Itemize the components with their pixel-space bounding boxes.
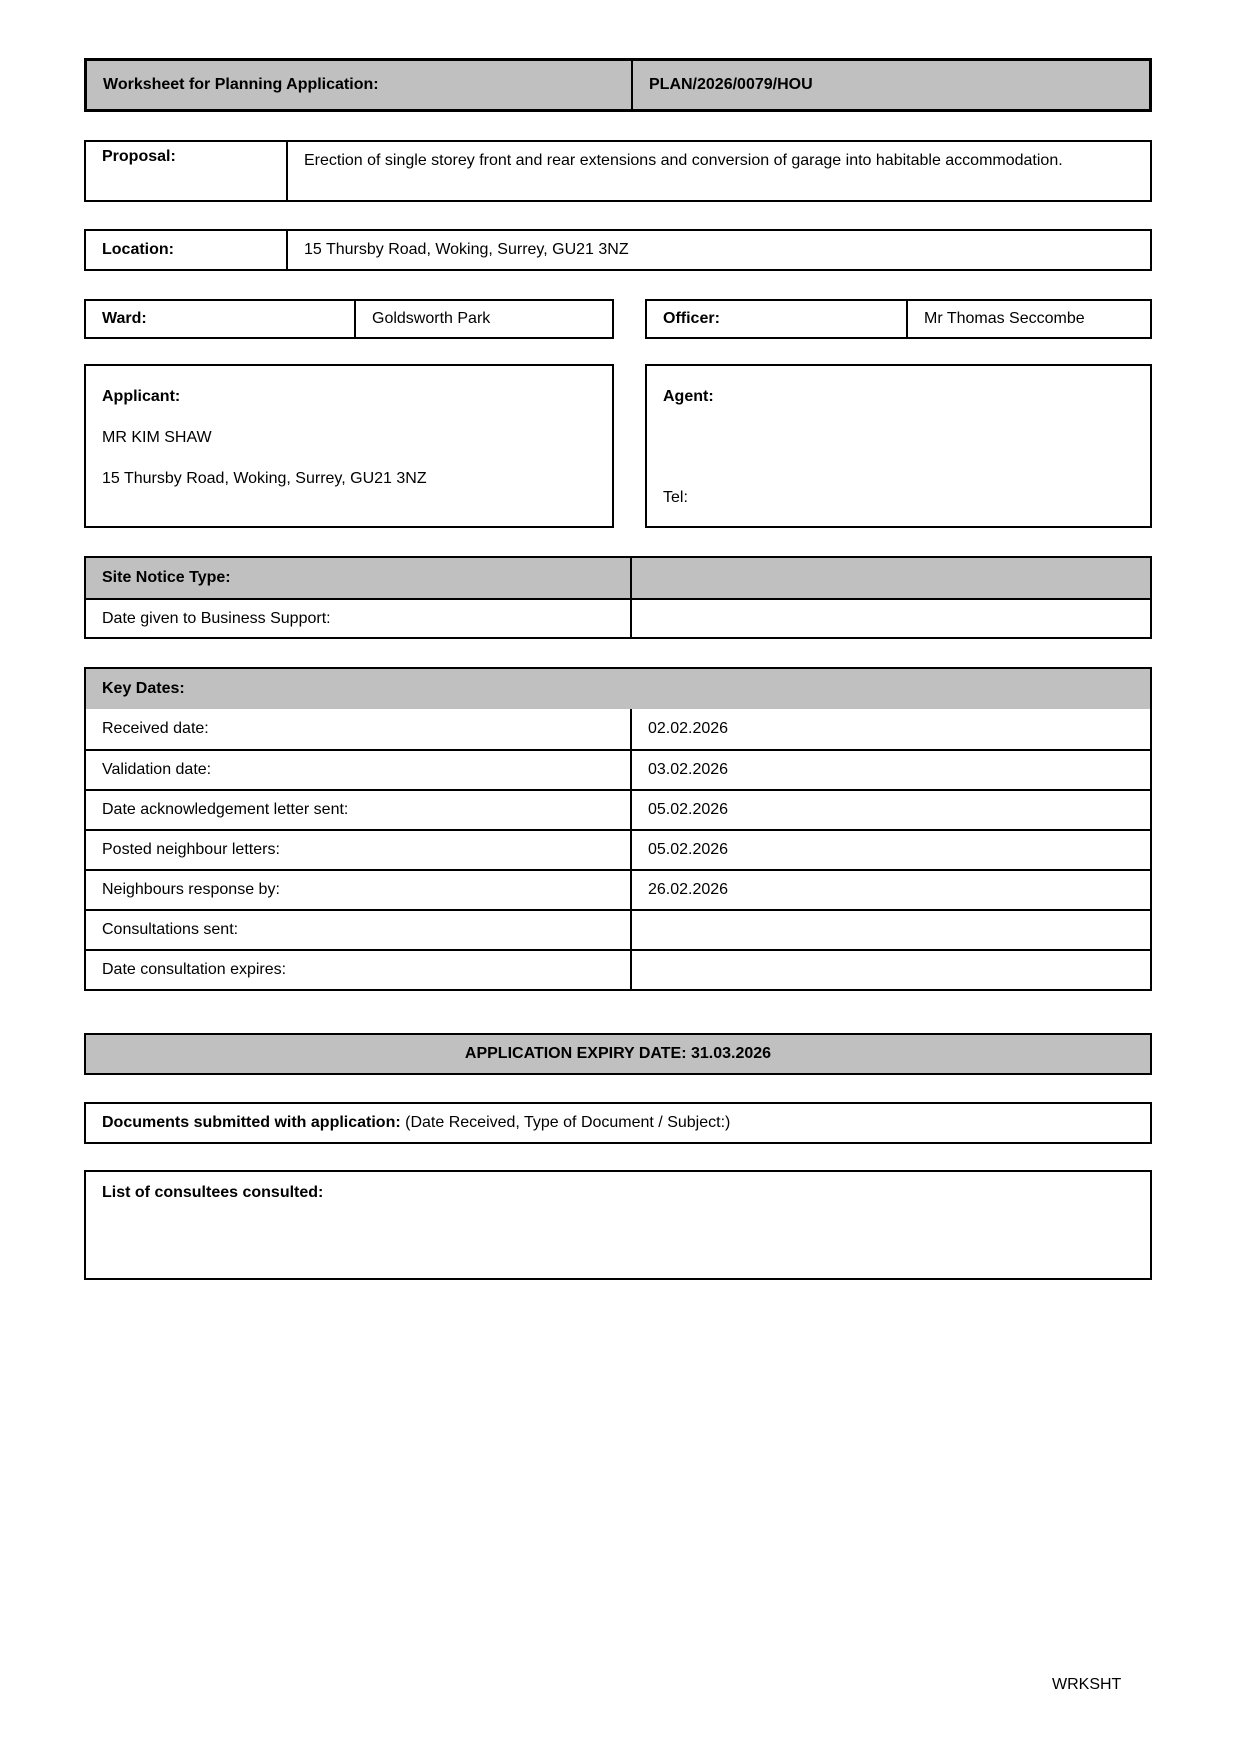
officer-label: Officer:	[647, 301, 908, 337]
agent-tel-label: Tel:	[663, 489, 688, 506]
ward-value: Goldsworth Park	[372, 310, 491, 327]
key-date-label: Received date:	[86, 709, 632, 749]
proposal-value: Erection of single storey front and rear extensions and conversion of garage into habitable accommodation.	[304, 152, 1063, 169]
footer-code: WRKSHT	[1052, 1676, 1122, 1693]
site-notice-type-value	[632, 558, 1150, 598]
proposal-table	[84, 140, 1152, 202]
applicant-label: Applicant:	[102, 388, 181, 405]
consultees-box	[84, 1170, 1152, 1280]
key-date-label: Consultations sent:	[86, 911, 632, 949]
key-date-value: 26.02.2026	[648, 881, 729, 898]
ward-table	[84, 299, 614, 339]
agent-label: Agent:	[663, 388, 714, 405]
ward-label: Ward:	[86, 301, 356, 337]
key-date-label: Neighbours response by:	[86, 871, 632, 909]
key-dates-row	[86, 749, 1150, 789]
key-date-value: 05.02.2026	[648, 841, 729, 858]
header-table	[84, 58, 1152, 112]
key-date-value	[632, 951, 1150, 989]
key-dates-row	[86, 709, 1150, 749]
key-date-label: Date consultation expires:	[86, 951, 632, 989]
key-date-value: 05.02.2026	[648, 801, 729, 818]
documents-note: (Date Received, Type of Document / Subject:)	[400, 1114, 731, 1131]
officer-table	[645, 299, 1152, 339]
key-dates-row	[86, 949, 1150, 989]
key-dates-title: Key Dates:	[102, 680, 185, 697]
site-notice-table	[84, 556, 1152, 639]
key-date-label: Posted neighbour letters:	[86, 831, 632, 869]
documents-label: Documents submitted with application:	[102, 1114, 401, 1131]
key-dates-row	[86, 789, 1150, 829]
location-label: Location:	[86, 231, 288, 269]
key-dates-row	[86, 869, 1150, 909]
proposal-label: Proposal:	[86, 142, 288, 200]
key-dates-row	[86, 909, 1150, 949]
key-date-label: Date acknowledgement letter sent:	[86, 791, 632, 829]
location-table	[84, 229, 1152, 271]
header-reference: PLAN/2026/0079/HOU	[649, 76, 813, 93]
key-dates-header-row	[86, 669, 1150, 709]
key-date-value	[632, 911, 1150, 949]
key-date-label: Validation date:	[86, 751, 632, 789]
site-notice-date-row	[86, 598, 1150, 638]
key-dates-row	[86, 829, 1150, 869]
expiry-banner	[84, 1033, 1152, 1075]
consultees-label: List of consultees consulted:	[102, 1184, 324, 1201]
agent-box	[645, 364, 1152, 528]
applicant-address: 15 Thursby Road, Woking, Surrey, GU21 3NZ	[102, 470, 427, 487]
location-value: 15 Thursby Road, Woking, Surrey, GU21 3NZ	[304, 241, 629, 258]
expiry-text: APPLICATION EXPIRY DATE: 31.03.2026	[464, 1045, 772, 1062]
key-date-value: 03.02.2026	[648, 761, 729, 778]
key-dates-table	[84, 667, 1152, 991]
header-title: Worksheet for Planning Application:	[87, 61, 633, 109]
officer-value: Mr Thomas Seccombe	[924, 310, 1085, 327]
applicant-box	[84, 364, 614, 528]
documents-box	[84, 1102, 1152, 1144]
applicant-name: MR KIM SHAW	[102, 429, 212, 446]
site-notice-date-value	[632, 600, 1150, 638]
site-notice-type-label: Site Notice Type:	[86, 558, 632, 598]
site-notice-date-label: Date given to Business Support:	[86, 600, 632, 638]
key-date-value: 02.02.2026	[648, 720, 729, 737]
site-notice-type-row	[86, 558, 1150, 598]
